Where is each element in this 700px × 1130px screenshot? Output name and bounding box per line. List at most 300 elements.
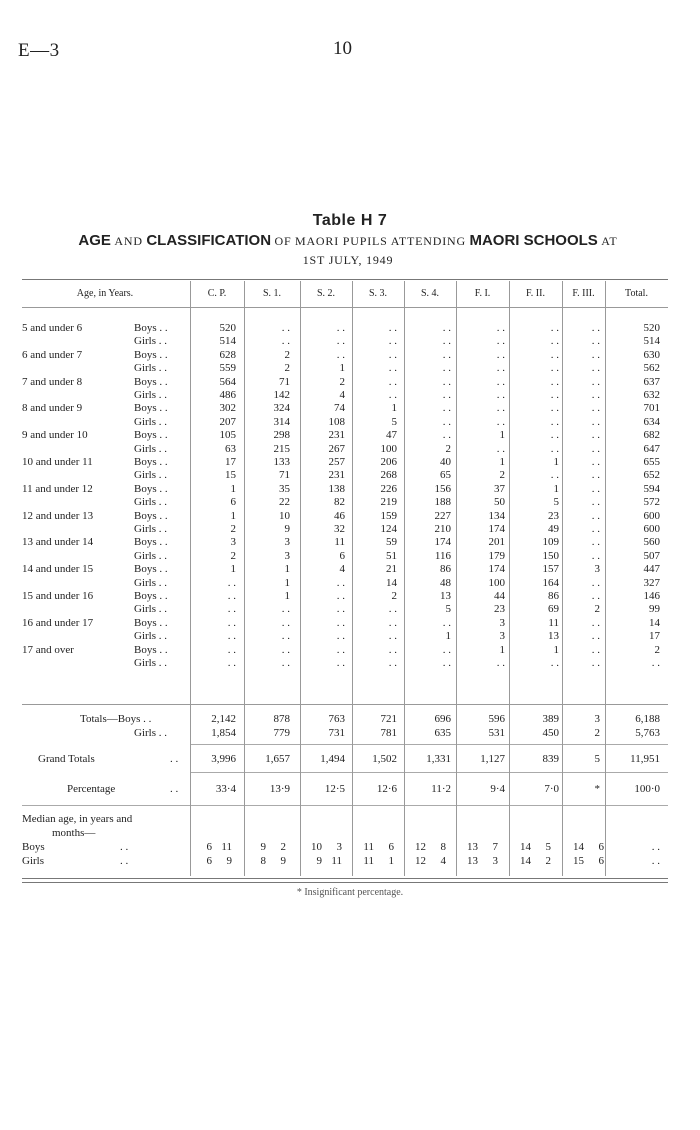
column-separator: [404, 281, 405, 876]
table-cell: . .: [591, 509, 600, 522]
table-cell: 23: [494, 603, 505, 616]
table-cell: 174: [488, 563, 505, 576]
table-cell: 3: [594, 563, 600, 576]
table-cell: . .: [591, 348, 600, 361]
table-cell: . .: [388, 616, 397, 629]
table-cell: 2: [391, 590, 397, 602]
table-cell: . .: [388, 603, 397, 616]
table-cell: . .: [336, 657, 345, 669]
totals-boys-cell: 763: [328, 713, 345, 725]
table-cell: . .: [496, 335, 505, 348]
sex-label-girls: Girls . .: [134, 603, 167, 616]
table-cell: . .: [336, 630, 345, 643]
column-header: F. III.: [572, 288, 595, 299]
table-cell: . .: [336, 348, 345, 361]
sex-label-boys: Boys . .: [134, 590, 168, 602]
table-cell: 40: [440, 456, 451, 468]
median-girls-years: 14: [520, 855, 531, 867]
table-cell: . .: [388, 335, 397, 348]
median-girls-cell: . .: [651, 855, 660, 867]
table-cell: 1: [230, 509, 236, 522]
table-cell: 11: [548, 616, 559, 629]
table-cell: . .: [496, 375, 505, 388]
table-cell: 1: [284, 590, 290, 602]
median-girls-dots: . .: [120, 855, 129, 867]
table-cell: 324: [273, 402, 290, 415]
table-cell: . .: [227, 603, 236, 616]
table-cell: . .: [591, 402, 600, 415]
table-cell: 174: [434, 536, 451, 549]
table-cell: 2: [284, 362, 290, 375]
table-cell: 13: [440, 590, 451, 602]
table-cell: 69: [548, 603, 559, 616]
table-cell: . .: [442, 402, 451, 415]
grand-totals-cell: 5: [594, 753, 600, 765]
column-header: F. I.: [474, 288, 491, 299]
table-cell: . .: [591, 496, 600, 509]
totals-boys-cell: 596: [488, 713, 505, 725]
grand-totals-cell: 839: [542, 753, 559, 765]
grand-totals-cell: 3,996: [211, 753, 236, 765]
median-girls-label: Girls: [22, 855, 44, 867]
table-cell: . .: [388, 348, 397, 361]
heading-maori-schools: MAORI SCHOOLS: [469, 232, 598, 249]
table-cell: 82: [334, 496, 345, 509]
sex-label-boys: Boys . .: [134, 643, 168, 656]
table-cell: . .: [496, 389, 505, 401]
column-header: C. P.: [207, 288, 227, 299]
table-cell: . .: [281, 603, 290, 616]
table-cell: . .: [591, 322, 600, 334]
table-cell: . .: [281, 657, 290, 669]
table-cell: 164: [542, 576, 559, 589]
column-separator: [244, 281, 245, 876]
table-cell: 1: [230, 482, 236, 495]
table-cell: . .: [591, 549, 600, 562]
age-group-label: 11 and under 12: [22, 482, 93, 495]
table-cell: 49: [548, 523, 559, 535]
table-cell: 2: [230, 549, 236, 562]
table-cell: 5: [553, 496, 559, 509]
table-cell: . .: [550, 362, 559, 375]
table-cell: 10: [279, 509, 290, 522]
table-cell: . .: [550, 335, 559, 348]
table-cell: 647: [643, 442, 660, 455]
table-cell: . .: [442, 415, 451, 428]
table-cell: 327: [643, 576, 660, 589]
table-cell: 4: [339, 389, 345, 401]
table-cell: . .: [591, 389, 600, 401]
table-cell: 564: [219, 375, 236, 388]
table-cell: 116: [434, 549, 451, 562]
table-cell: 156: [434, 482, 451, 495]
table-cell: 257: [328, 456, 345, 468]
table-cell: . .: [388, 630, 397, 643]
table-cell: 1: [284, 563, 290, 576]
table-cell: 44: [494, 590, 505, 602]
totals-girls-cell: 635: [434, 727, 451, 739]
table-cell: 133: [273, 456, 290, 468]
table-cell: . .: [281, 322, 290, 334]
grand-totals-cell: 1,494: [320, 753, 345, 765]
age-group-label: 7 and under 8: [22, 375, 83, 388]
age-group-label: 15 and under 16: [22, 590, 94, 602]
table-cell: 3: [230, 536, 236, 549]
median-girls-months: 9: [280, 855, 286, 867]
table-cell: 632: [643, 389, 660, 401]
median-girls-months: 4: [440, 855, 446, 867]
table-cell: 63: [225, 442, 236, 455]
median-boys-months: 5: [545, 841, 551, 853]
table-cell: . .: [281, 630, 290, 643]
sex-label-girls: Girls . .: [134, 442, 167, 455]
totals-girls-cell: 779: [273, 727, 290, 739]
table-cell: 1: [391, 402, 397, 415]
table-cell: 600: [643, 509, 660, 522]
percentage-label: Percentage: [67, 783, 116, 795]
table-cell: . .: [227, 630, 236, 643]
table-cell: 4: [339, 563, 345, 576]
table-cell: 138: [328, 482, 345, 495]
age-group-label: 14 and under 15: [22, 563, 94, 576]
table-cell: 1: [553, 482, 559, 495]
age-group-label: 17 and over: [22, 643, 74, 656]
grand-totals-cell: 1,331: [426, 753, 451, 765]
median-boys-years: 13: [467, 841, 478, 853]
table-cell: 559: [219, 362, 236, 375]
median-boys-months: 8: [440, 841, 446, 853]
rule-below-percent: [22, 805, 668, 806]
table-cell: 486: [219, 389, 236, 401]
table-cell: 267: [328, 442, 345, 455]
table-cell: . .: [281, 616, 290, 629]
table-cell: 32: [334, 523, 345, 535]
heading-date: 1ST JULY, 1949: [302, 253, 394, 267]
table-cell: 514: [219, 335, 236, 348]
table-cell: . .: [550, 348, 559, 361]
table-cell: . .: [442, 322, 451, 334]
sex-label-girls: Girls . .: [134, 549, 167, 562]
median-girls-years: 15: [573, 855, 584, 867]
heading-of: OF: [274, 234, 292, 248]
totals-boys-cell: 389: [542, 713, 559, 725]
table-cell: . .: [336, 603, 345, 616]
table-cell: . .: [496, 348, 505, 361]
median-girls-months: 6: [598, 855, 604, 867]
table-cell: . .: [591, 375, 600, 388]
median-boys-label: Boys: [22, 841, 45, 853]
median-girls-months: 2: [545, 855, 551, 867]
median-boys-dots: . .: [120, 841, 129, 853]
table-cell: . .: [591, 335, 600, 348]
table-cell: . .: [336, 643, 345, 656]
table-cell: . .: [388, 362, 397, 375]
totals-girls-cell: 450: [542, 727, 559, 739]
table-cell: . .: [496, 322, 505, 334]
table-cell: . .: [550, 375, 559, 388]
table-cell: . .: [336, 322, 345, 334]
sex-label-boys: Boys . .: [134, 509, 168, 522]
rule-below-grand: [190, 772, 668, 773]
table-cell: 188: [434, 496, 451, 509]
table-cell: . .: [591, 456, 600, 468]
percentage-cell: *: [594, 783, 600, 795]
sex-label-boys: Boys . .: [134, 322, 168, 334]
table-cell: . .: [591, 657, 600, 669]
column-header: S. 2.: [316, 288, 336, 299]
heading-and: AND: [114, 234, 143, 248]
table-cell: . .: [442, 335, 451, 348]
table-cell: 48: [440, 576, 451, 589]
column-separator: [456, 281, 457, 876]
median-girls-years: 13: [467, 855, 478, 867]
table-cell: 99: [649, 603, 660, 616]
rule-above-totals: [22, 704, 668, 705]
table-cell: . .: [442, 616, 451, 629]
grand-totals-cell: 1,127: [480, 753, 505, 765]
table-cell: 1: [499, 429, 505, 442]
table-cell: . .: [227, 643, 236, 656]
table-cell: 2: [499, 469, 505, 482]
grand-totals-label: Grand Totals: [38, 753, 95, 765]
table-title: Table H 7: [312, 212, 388, 229]
totals-boys-cell: 6,188: [635, 713, 660, 725]
table-cell: . .: [550, 322, 559, 334]
table-cell: 3: [284, 549, 290, 562]
table-cell: 701: [643, 402, 660, 415]
percentage-cell: 100·0: [634, 783, 660, 795]
table-cell: . .: [336, 335, 345, 348]
sex-label-girls: Girls . .: [134, 576, 167, 589]
table-cell: . .: [336, 576, 345, 589]
median-girls-months: 9: [226, 855, 232, 867]
table-cell: . .: [496, 362, 505, 375]
table-cell: 634: [643, 415, 660, 428]
table-cell: 17: [649, 630, 660, 643]
table-cell: 231: [328, 429, 345, 442]
table-cell: . .: [591, 482, 600, 495]
sex-label-girls: Girls . .: [134, 630, 167, 643]
totals-girls-cell: 1,854: [211, 727, 236, 739]
sex-label-girls: Girls . .: [134, 389, 167, 401]
table-cell: 179: [488, 549, 505, 562]
table-cell: . .: [591, 442, 600, 455]
age-group-label: 10 and under 11: [22, 456, 93, 468]
table-cell: 520: [219, 322, 236, 334]
table-cell: 1: [499, 643, 505, 656]
table-cell: 146: [643, 590, 660, 602]
rule-footer: [22, 882, 668, 883]
median-boys-months: 6: [388, 841, 394, 853]
table-cell: 2: [594, 603, 600, 616]
table-cell: . .: [591, 536, 600, 549]
median-girls-months: 3: [492, 855, 498, 867]
table-cell: . .: [496, 402, 505, 415]
table-cell: 100: [380, 442, 397, 455]
median-boys-years: 12: [415, 841, 426, 853]
age-group-label: 13 and under 14: [22, 536, 94, 549]
table-cell: . .: [550, 469, 559, 482]
table-cell: 572: [643, 496, 660, 509]
table-cell: . .: [388, 643, 397, 656]
table-cell: 142: [273, 389, 290, 401]
table-cell: . .: [550, 442, 559, 455]
median-boys-years: 6: [206, 841, 212, 853]
table-cell: . .: [496, 657, 505, 669]
table-cell: 600: [643, 523, 660, 535]
age-group-label: 12 and under 13: [22, 509, 94, 522]
median-label-line2: months—: [52, 827, 96, 839]
table-cell: 50: [494, 496, 505, 509]
table-cell: 447: [643, 563, 660, 576]
table-cell: . .: [550, 657, 559, 669]
table-cell: 560: [643, 536, 660, 549]
column-header: S. 3.: [368, 288, 388, 299]
sex-label-girls: Girls . .: [134, 362, 167, 375]
table-cell: . .: [591, 362, 600, 375]
table-cell: . .: [591, 576, 600, 589]
table-cell: 14: [386, 576, 397, 589]
table-cell: 3: [284, 536, 290, 549]
table-cell: 6: [339, 549, 345, 562]
grand-totals-cell: 1,502: [372, 753, 397, 765]
table-cell: 507: [643, 549, 660, 562]
totals-boys-label: Totals—Boys . .: [80, 713, 152, 725]
sex-label-girls: Girls . .: [134, 496, 167, 509]
totals-girls-cell: 5,763: [635, 727, 660, 739]
table-cell: 5: [391, 415, 397, 428]
sex-label-boys: Boys . .: [134, 429, 168, 442]
table-cell: . .: [336, 616, 345, 629]
table-cell: 6: [230, 496, 236, 509]
totals-boys-cell: 3: [594, 713, 600, 725]
heading-at: AT: [601, 234, 618, 248]
rule-above-grand: [190, 744, 668, 745]
table-cell: . .: [442, 429, 451, 442]
age-group-label: 9 and under 10: [22, 429, 88, 442]
table-cell: 201: [488, 536, 505, 549]
table-cell: 1: [553, 643, 559, 656]
table-cell: . .: [227, 576, 236, 589]
table-cell: 314: [273, 415, 290, 428]
table-cell: 86: [548, 590, 559, 602]
column-header: S. 4.: [420, 288, 440, 299]
table-cell: 65: [440, 469, 451, 482]
table-cell: . .: [591, 616, 600, 629]
table-cell: . .: [388, 389, 397, 401]
table-cell: 2: [230, 523, 236, 535]
median-boys-months: 7: [492, 841, 498, 853]
percentage-cell: 33·4: [215, 783, 236, 795]
table-cell: . .: [496, 442, 505, 455]
table-cell: 207: [219, 415, 236, 428]
percentage-dots: . .: [170, 783, 179, 795]
table-cell: 157: [542, 563, 559, 576]
table-cell: 1: [230, 563, 236, 576]
median-boys-months: 11: [221, 841, 232, 853]
table-cell: 71: [279, 375, 290, 388]
table-heading: [14, 232, 682, 270]
table-cell: 2: [339, 375, 345, 388]
median-boys-cell: . .: [651, 841, 660, 853]
table-cell: . .: [388, 322, 397, 334]
table-cell: 15: [225, 469, 236, 482]
median-boys-years: 14: [520, 841, 531, 853]
table-cell: . .: [591, 415, 600, 428]
table-cell: 1: [499, 456, 505, 468]
rule-top-header: [22, 279, 668, 280]
column-header-age: Age, in Years.: [76, 288, 134, 299]
percentage-cell: 13·9: [269, 783, 290, 795]
table-cell: 298: [273, 429, 290, 442]
table-cell: 206: [380, 456, 397, 468]
median-boys-months: 3: [336, 841, 342, 853]
totals-girls-cell: 531: [488, 727, 505, 739]
table-cell: 226: [380, 482, 397, 495]
rule-below-header: [22, 307, 668, 308]
percentage-cell: 11·2: [431, 783, 451, 795]
table-cell: 2: [654, 643, 660, 656]
median-boys-years: 14: [573, 841, 584, 853]
table-cell: 5: [445, 603, 451, 616]
column-header: S. 1.: [262, 288, 282, 299]
table-cell: 14: [649, 616, 660, 629]
table-cell: 100: [488, 576, 505, 589]
percentage-cell: 7·0: [544, 783, 559, 795]
table-cell: . .: [550, 415, 559, 428]
age-group-label: 8 and under 9: [22, 402, 83, 415]
table-cell: 105: [219, 429, 236, 442]
table-cell: 231: [328, 469, 345, 482]
table-cell: . .: [227, 590, 236, 602]
grand-totals-cell: 1,657: [265, 753, 290, 765]
table-cell: . .: [336, 590, 345, 602]
page-reference: E—3: [18, 40, 60, 61]
table-cell: . .: [550, 402, 559, 415]
footnote: * Insignificant percentage.: [296, 887, 404, 898]
sex-label-boys: Boys . .: [134, 348, 168, 361]
median-boys-months: 2: [280, 841, 286, 853]
table-cell: 174: [488, 523, 505, 535]
table-cell: 150: [542, 549, 559, 562]
table-cell: . .: [281, 643, 290, 656]
heading-classification: CLASSIFICATION: [146, 232, 272, 249]
median-label-line1: Median age, in years and: [22, 813, 133, 825]
table-cell: . .: [591, 630, 600, 643]
table-cell: 2: [445, 442, 451, 455]
median-girls-months: 1: [388, 855, 394, 867]
table-cell: 215: [273, 442, 290, 455]
table-cell: . .: [388, 657, 397, 669]
table-cell: . .: [550, 389, 559, 401]
table-cell: 514: [643, 335, 660, 348]
median-boys-years: 9: [260, 841, 266, 853]
median-girls-months: 11: [331, 855, 342, 867]
table-cell: . .: [227, 616, 236, 629]
table-cell: . .: [591, 523, 600, 535]
totals-boys-cell: 721: [380, 713, 397, 725]
percentage-cell: 9·4: [490, 783, 505, 795]
totals-girls-cell: 731: [328, 727, 345, 739]
percentage-cell: 12·6: [376, 783, 397, 795]
table-cell: 159: [380, 509, 397, 522]
totals-boys-cell: 878: [273, 713, 290, 725]
table-cell: . .: [227, 657, 236, 669]
table-cell: . .: [442, 348, 451, 361]
totals-boys-cell: 2,142: [211, 713, 236, 725]
table-cell: 630: [643, 348, 660, 361]
sex-label-boys: Boys . .: [134, 563, 168, 576]
